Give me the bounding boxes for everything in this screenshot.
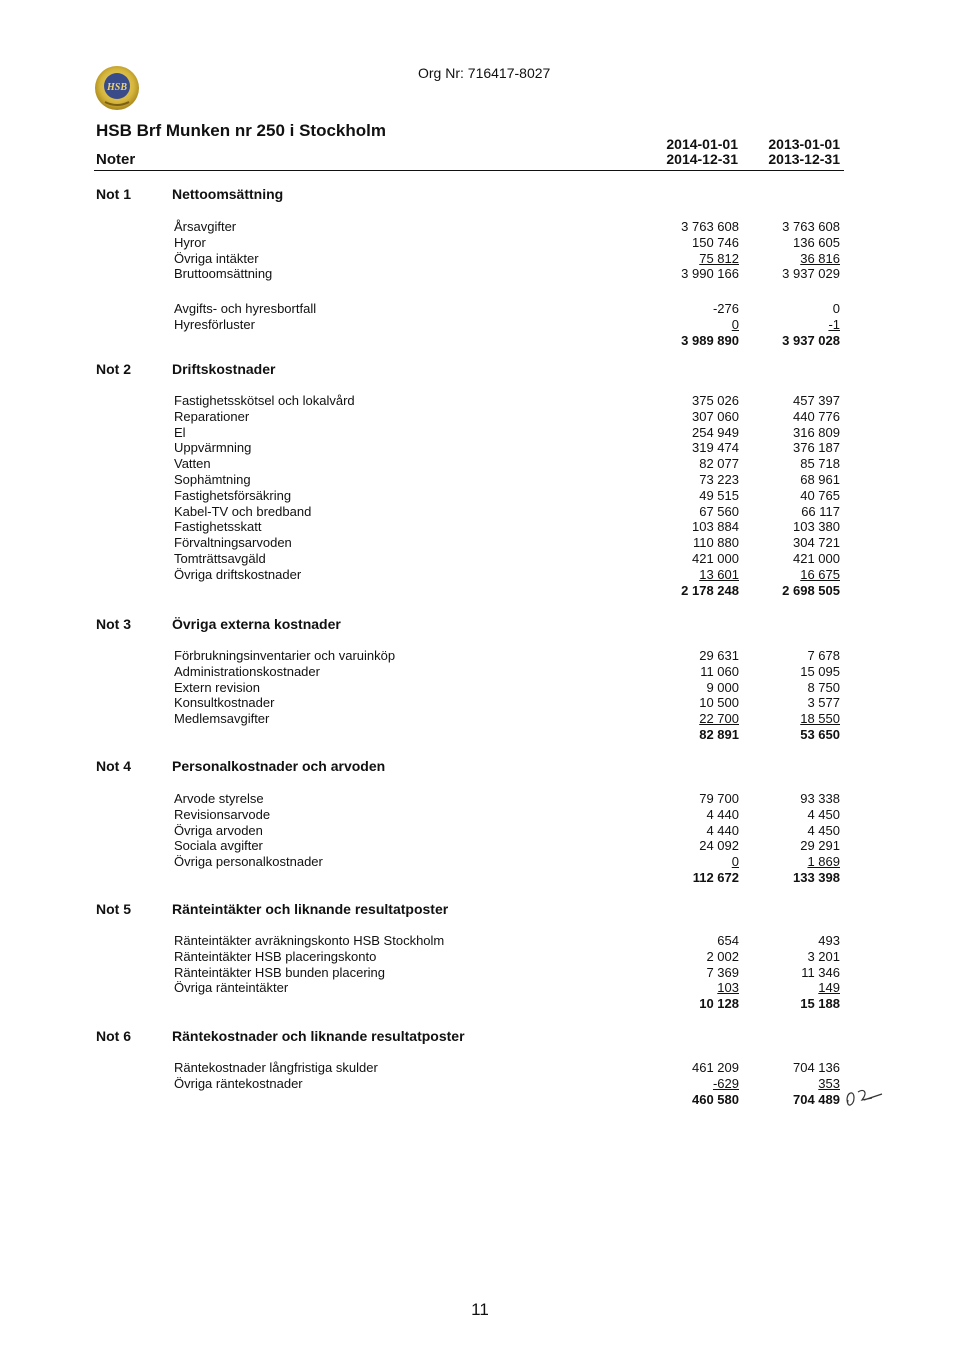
note-number: Not 6 (96, 1028, 131, 1044)
value-2014: 7 369 (706, 964, 739, 980)
line-item-row (0, 1076, 960, 1092)
value-2013: 149 (818, 980, 840, 996)
item-label: Räntekostnader långfristiga skulder (174, 1060, 378, 1075)
value-2014: 254 949 (692, 424, 739, 440)
line-item-row (0, 695, 960, 711)
value-2014: 2 178 248 (681, 582, 739, 598)
value-2014: 460 580 (692, 1091, 739, 1107)
header-rule (94, 170, 844, 171)
value-2014: 3 763 608 (681, 219, 739, 234)
line-item-row (0, 251, 960, 267)
line-item-row (0, 980, 960, 996)
item-label: Övriga driftskostnader (174, 566, 302, 582)
value-2014: 73 223 (699, 472, 739, 487)
value-2014: 461 209 (692, 1060, 739, 1075)
value-2014: 49 515 (699, 487, 739, 503)
item-label: Förvaltningsarvoden (174, 535, 292, 551)
page-number: 11 (471, 1300, 489, 1319)
value-2014: 103 884 (692, 519, 739, 535)
value-2013: 53 650 (800, 727, 840, 742)
value-2013: 316 809 (793, 424, 840, 440)
value-2013: -1 (828, 316, 840, 332)
value-2014: 79 700 (699, 791, 739, 806)
value-2013: 85 718 (800, 456, 840, 472)
item-label: Arvode styrelse (174, 791, 264, 806)
value-2013: 4 450 (807, 822, 840, 838)
value-2014: 2 002 (706, 948, 739, 964)
value-2013: 3 201 (807, 948, 840, 964)
line-item-row (0, 965, 960, 981)
period-2013 (700, 137, 840, 167)
note-title: Driftskostnader (172, 361, 276, 377)
value-2014: 319 474 (692, 440, 739, 456)
item-label: Ränteintäkter HSB placeringskonto (174, 948, 377, 964)
value-2014: 4 440 (706, 822, 739, 838)
period-2014-start: 2014-01-01 (666, 136, 738, 152)
line-item-row (0, 266, 960, 282)
value-2013: 304 721 (793, 535, 840, 551)
total-row (0, 333, 960, 349)
line-item-row (0, 949, 960, 965)
value-2013: 3 763 608 (782, 219, 840, 234)
line-item-row (0, 551, 960, 567)
line-item-row (0, 440, 960, 456)
value-2013: 29 291 (800, 838, 840, 854)
value-2013: 376 187 (793, 440, 840, 456)
value-2014: 10 500 (699, 695, 739, 711)
note-title: Personalkostnader och arvoden (172, 758, 386, 774)
period-2014-end: 2014-12-31 (666, 151, 738, 167)
value-2013: 40 765 (800, 487, 840, 503)
value-2014: 112 672 (692, 870, 739, 885)
total-row (0, 1092, 960, 1108)
line-item-row (0, 219, 960, 235)
item-label: Fastighetsförsäkring (174, 487, 292, 503)
value-2014: 75 812 (699, 250, 739, 266)
line-item-row (0, 711, 960, 727)
line-item-row (0, 235, 960, 251)
item-label: Ränteintäkter HSB bunden placering (174, 964, 386, 980)
item-label: Medlemsavgifter (174, 711, 270, 727)
note-number: Not 1 (96, 186, 131, 202)
value-2013: 3 937 029 (782, 266, 840, 282)
line-item-row (0, 301, 960, 317)
value-2013: 1 869 (807, 854, 840, 870)
value-2014: 4 440 (706, 806, 739, 822)
line-item-row (0, 535, 960, 551)
value-2014: 3 989 890 (681, 332, 739, 348)
line-item-row (0, 1060, 960, 1076)
value-2013: 3 937 028 (782, 332, 840, 348)
line-item-row (0, 854, 960, 870)
value-2014: 654 (717, 933, 739, 948)
value-2014: 24 092 (699, 838, 739, 854)
line-item-row (0, 317, 960, 333)
total-row (0, 870, 960, 886)
value-2014: 0 (731, 316, 739, 332)
value-2013: 457 397 (793, 393, 840, 408)
line-item-row (0, 393, 960, 409)
line-item-row (0, 409, 960, 425)
value-2014: -629 (712, 1075, 739, 1091)
line-item-row (0, 664, 960, 680)
line-item-row (0, 425, 960, 441)
handwritten-signature (842, 1082, 892, 1112)
item-label: Förbrukningsinventarier och varuinköp (174, 648, 396, 663)
item-label: Kabel-TV och bredband (174, 503, 312, 519)
value-2013: 8 750 (807, 679, 840, 695)
value-2014: 82 891 (699, 727, 739, 742)
item-label: Övriga personalkostnader (174, 854, 323, 870)
item-label: Hyresförluster (174, 316, 255, 332)
company-name: HSB Brf Munken nr 250 i Stockholm (96, 121, 386, 140)
value-2014: 9 000 (706, 679, 739, 695)
value-2013: 3 577 (807, 695, 840, 711)
value-2014: 0 (731, 854, 739, 870)
value-2013: 18 550 (800, 711, 840, 727)
item-label: Fastighetsskötsel och lokalvård (174, 393, 355, 408)
line-item-row (0, 504, 960, 520)
org-number: Org Nr: 716417-8027 (418, 65, 551, 81)
value-2013: 704 136 (793, 1060, 840, 1075)
value-2014: 13 601 (699, 566, 739, 582)
svg-text:HSB: HSB (106, 82, 128, 93)
note-title: Räntekostnader och liknande resultatposter (172, 1028, 465, 1044)
noter-label: Noter (96, 151, 136, 168)
line-item-row (0, 488, 960, 504)
line-item-row (0, 472, 960, 488)
value-2013: 103 380 (793, 519, 840, 535)
total-row (0, 583, 960, 599)
value-2014: 103 (717, 980, 739, 996)
note-title: Ränteintäkter och liknande resultatposter (172, 901, 449, 917)
line-item-row (0, 567, 960, 583)
note-title: Nettoomsättning (172, 186, 284, 202)
hsb-logo (92, 62, 142, 112)
value-2013: 66 117 (801, 503, 840, 519)
note-number: Not 5 (96, 901, 131, 917)
total-row (0, 727, 960, 743)
note-title: Övriga externa kostnader (172, 616, 341, 632)
line-item-row (0, 519, 960, 535)
item-label: Tomträttsavgäld (174, 551, 266, 566)
value-2013: 68 961 (800, 472, 840, 487)
item-label: Uppvärmning (174, 440, 252, 456)
line-item-row (0, 933, 960, 949)
value-2013: 353 (818, 1075, 840, 1091)
value-2014: 82 077 (699, 456, 739, 472)
value-2013: 15 188 (800, 996, 840, 1012)
value-2013: 704 489 (793, 1091, 840, 1107)
value-2013: 493 (818, 933, 840, 948)
item-label: Fastighetsskatt (174, 519, 262, 535)
value-2013: 440 776 (793, 408, 840, 424)
value-2014: 307 060 (692, 408, 739, 424)
note-number: Not 4 (96, 758, 131, 774)
item-label: Revisionsarvode (174, 806, 271, 822)
period-2013-end: 2013-12-31 (768, 151, 840, 167)
value-2013: 136 605 (793, 234, 840, 250)
value-2014: 375 026 (692, 393, 739, 408)
item-label: Övriga räntekostnader (174, 1075, 303, 1091)
line-item-row (0, 807, 960, 823)
item-label: Bruttoomsättning (174, 266, 273, 282)
value-2013: 4 450 (807, 806, 840, 822)
total-row (0, 996, 960, 1012)
item-label: Reparationer (174, 408, 250, 424)
value-2014: 3 990 166 (681, 266, 739, 282)
value-2013: 2 698 505 (782, 582, 840, 598)
value-2013: 15 095 (800, 663, 840, 679)
item-label: Konsultkostnader (174, 695, 275, 711)
value-2013: 133 398 (793, 870, 840, 885)
value-2014: 22 700 (699, 711, 739, 727)
value-2013: 16 675 (800, 566, 840, 582)
item-label: Hyror (174, 234, 206, 250)
value-2014: 11 060 (700, 663, 739, 679)
line-item-row (0, 680, 960, 696)
item-label: Extern revision (174, 679, 260, 695)
item-label: El (174, 424, 186, 440)
line-item-row (0, 791, 960, 807)
value-2013: 7 678 (807, 648, 840, 663)
line-item-row (0, 648, 960, 664)
value-2014: 110 880 (692, 535, 739, 551)
value-2013: 0 (832, 301, 840, 317)
value-2013: 11 346 (801, 964, 840, 980)
item-label: Övriga intäkter (174, 250, 259, 266)
item-label: Administrationskostnader (174, 663, 320, 679)
item-label: Sophämtning (174, 472, 251, 487)
value-2014: 10 128 (699, 996, 739, 1012)
item-label: Ränteintäkter avräkningskonto HSB Stockholm (174, 933, 445, 948)
line-item-row (0, 838, 960, 854)
note-number: Not 3 (96, 616, 131, 632)
value-2013: 93 338 (800, 791, 840, 806)
value-2014: 29 631 (699, 648, 739, 663)
value-2014: 150 746 (692, 234, 739, 250)
value-2014: -276 (712, 301, 739, 317)
line-item-row (0, 823, 960, 839)
item-label: Vatten (174, 456, 211, 472)
value-2013: 421 000 (793, 551, 840, 566)
item-label: Avgifts- och hyresbortfall (174, 301, 317, 317)
item-label: Årsavgifter (174, 219, 237, 234)
item-label: Övriga arvoden (174, 822, 263, 838)
value-2013: 36 816 (800, 250, 840, 266)
value-2014: 421 000 (692, 551, 739, 566)
period-2013-start: 2013-01-01 (768, 136, 840, 152)
note-number: Not 2 (96, 361, 131, 377)
line-item-row (0, 456, 960, 472)
item-label: Övriga ränteintäkter (174, 980, 289, 996)
item-label: Sociala avgifter (174, 838, 263, 854)
value-2014: 67 560 (699, 503, 739, 519)
